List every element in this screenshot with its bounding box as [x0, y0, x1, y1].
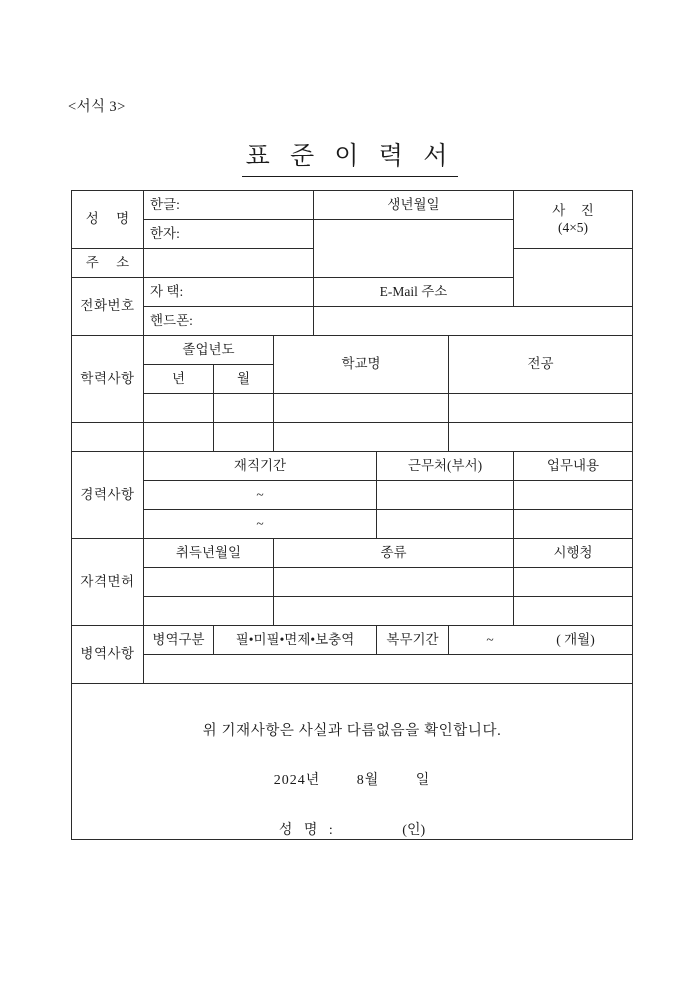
page-title-wrapper: [0, 136, 700, 177]
field-home-phone[interactable]: 자 택:: [144, 278, 314, 307]
page-title: 표 준 이 력 서: [242, 136, 459, 177]
declaration-statement: 위 기재사항은 사실과 다름없음을 확인합니다.: [202, 723, 502, 739]
table-row-name-top: [72, 191, 633, 220]
education-spacer: [72, 423, 144, 452]
form-tag: <서식 3>: [68, 99, 126, 115]
label-military-options[interactable]: 필•미필•면제•보충역: [214, 626, 377, 655]
label-birthdate: 생년월일: [314, 191, 514, 220]
label-address: 주 소: [72, 249, 144, 278]
declaration-cell: [72, 684, 633, 840]
table-row-license-entry-1: [72, 568, 633, 597]
resume-table: [71, 190, 633, 840]
table-row-education-header: [72, 336, 633, 365]
table-row-declaration: [72, 684, 633, 840]
field-name-hanja[interactable]: 한자:: [144, 220, 314, 249]
table-row-military-header: [72, 626, 633, 655]
field-career-period-1[interactable]: ~: [144, 481, 377, 510]
declaration-block: [78, 684, 626, 839]
declaration-signature: [78, 822, 626, 840]
field-mobile-phone[interactable]: 핸드폰:: [144, 307, 314, 336]
declaration-seal-label: (인): [402, 822, 426, 838]
label-school-name: 학교명: [274, 336, 449, 394]
label-career: 경력사항: [72, 452, 144, 539]
declaration-month: 8월: [356, 773, 380, 789]
label-major: 전공: [449, 336, 633, 394]
field-name-korean[interactable]: 한글:: [144, 191, 314, 220]
field-license-date-1[interactable]: [144, 568, 274, 597]
photo-box-header: [514, 191, 633, 249]
field-education-year-2[interactable]: [144, 423, 214, 452]
declaration-year: 2024년: [273, 773, 321, 789]
photo-box-area[interactable]: [514, 249, 633, 307]
declaration-name-label: 성 명 :: [278, 822, 337, 838]
label-license: 자격면허: [72, 539, 144, 626]
label-service-period: 복무기간: [377, 626, 449, 655]
declaration-date: [78, 772, 626, 790]
label-graduation-year-group: 졸업년도: [144, 336, 274, 365]
field-address-value[interactable]: [144, 249, 314, 278]
field-birthdate-value[interactable]: [314, 220, 514, 278]
field-education-year-1[interactable]: [144, 394, 214, 423]
declaration-day: 일: [415, 773, 431, 789]
field-education-major-1[interactable]: [449, 394, 633, 423]
field-education-school-2[interactable]: [274, 423, 449, 452]
field-email-value[interactable]: [314, 307, 633, 336]
label-military: 병역사항: [72, 626, 144, 684]
label-acquired-date: 취득년월일: [144, 539, 274, 568]
field-education-month-2[interactable]: [214, 423, 274, 452]
label-year: 년: [144, 365, 214, 394]
service-months-label: ( 개월): [556, 631, 595, 647]
label-license-type: 종류: [274, 539, 514, 568]
table-row-education-entry-1: [72, 394, 633, 423]
label-military-category[interactable]: 병역구분: [144, 626, 214, 655]
field-career-duties-1[interactable]: [514, 481, 633, 510]
service-period-separator: ~: [486, 631, 494, 647]
label-issuing-authority: 시행청: [514, 539, 633, 568]
field-license-authority-1[interactable]: [514, 568, 633, 597]
field-license-type-2[interactable]: [274, 597, 514, 626]
field-career-duties-2[interactable]: [514, 510, 633, 539]
field-education-major-2[interactable]: [449, 423, 633, 452]
label-phone: 전화번호: [72, 278, 144, 336]
table-row-career-entry-1: [72, 481, 633, 510]
table-row-education-entry-2: [72, 423, 633, 452]
table-row-career-entry-2: [72, 510, 633, 539]
field-career-workplace-2[interactable]: [377, 510, 514, 539]
label-education: 학력사항: [72, 336, 144, 423]
label-employment-period: 재직기간: [144, 452, 377, 481]
field-career-period-2[interactable]: ~: [144, 510, 377, 539]
table-row-phone-mobile: [72, 307, 633, 336]
photo-label-line1: 사 진: [552, 202, 600, 218]
label-email: E-Mail 주소: [314, 278, 514, 307]
field-license-date-2[interactable]: [144, 597, 274, 626]
label-month: 월: [214, 365, 274, 394]
label-workplace: 근무처(부서): [377, 452, 514, 481]
table-row-career-header: [72, 452, 633, 481]
field-education-school-1[interactable]: [274, 394, 449, 423]
label-duties: 업무내용: [514, 452, 633, 481]
photo-label-line2: (4×5): [557, 219, 589, 235]
table-row-license-entry-2: [72, 597, 633, 626]
field-license-authority-2[interactable]: [514, 597, 633, 626]
field-military-notes[interactable]: [144, 655, 633, 684]
field-education-month-1[interactable]: [214, 394, 274, 423]
field-career-workplace-1[interactable]: [377, 481, 514, 510]
field-license-type-1[interactable]: [274, 568, 514, 597]
table-row-license-header: [72, 539, 633, 568]
label-name: 성 명: [72, 191, 144, 249]
table-row-military-blank: [72, 655, 633, 684]
field-service-period-value[interactable]: [449, 626, 633, 655]
